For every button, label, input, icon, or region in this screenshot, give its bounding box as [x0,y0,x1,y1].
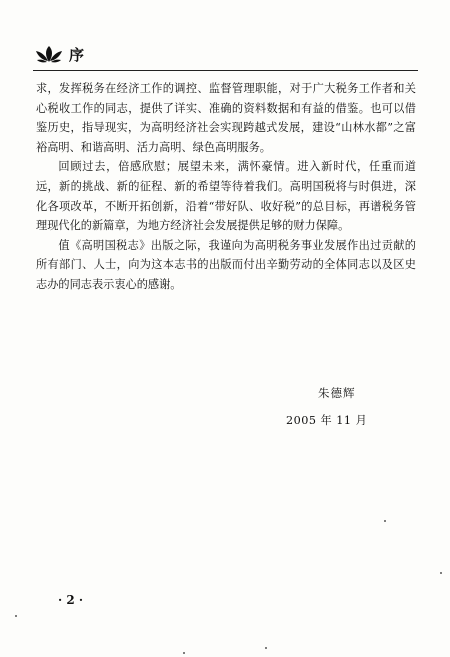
signature-date: 2005 年 11 月 [286,414,368,427]
section-title: 序 [69,45,85,64]
page-header [35,40,84,68]
lotus-ornament-icon [35,44,63,64]
scan-speck [384,520,386,522]
scan-speck [440,572,442,574]
paragraph-thanks: 值《高明国税志》出版之际，我谨向为高明税务事业发展作出过贡献的所有部门、人士，向为这本志书的出版而付出辛勤劳动的全体同志以及区史志办的同志表示衷心的感谢。 [36,238,416,291]
header-rule [33,70,418,71]
scan-speck [265,647,267,649]
scan-speck [183,652,185,654]
body-text [36,79,416,295]
paragraph-continued: 求，发挥税务在经济工作的调控、监督管理职能，对于广大税务工作者和关心税收工作的同志，提供了详实、准确的资料数据和有益的借鉴。也可以借鉴历史，指导现实，为高明经济社会实现跨越式发展，建设“山林水都”之富裕高明、和谐高明、活力高明、绿色高明服务。 [36,82,416,154]
paragraph-review: 回顾过去，倍感欣慰；展望未来，满怀豪情。进入新时代，任重而道远，新的挑战、新的征程、新的希望等待着我们。高明国税将与时俱进，深化各项改革，不断开拓创新，沿着“带好队、收好税”的总目标，再谱税务管理现代化的新篇章，为地方经济社会发展提供足够的财力保障。 [36,160,416,233]
scan-speck [15,615,17,617]
signature-name: 朱德辉 [318,386,356,400]
page-number: · 2 · [58,593,84,607]
